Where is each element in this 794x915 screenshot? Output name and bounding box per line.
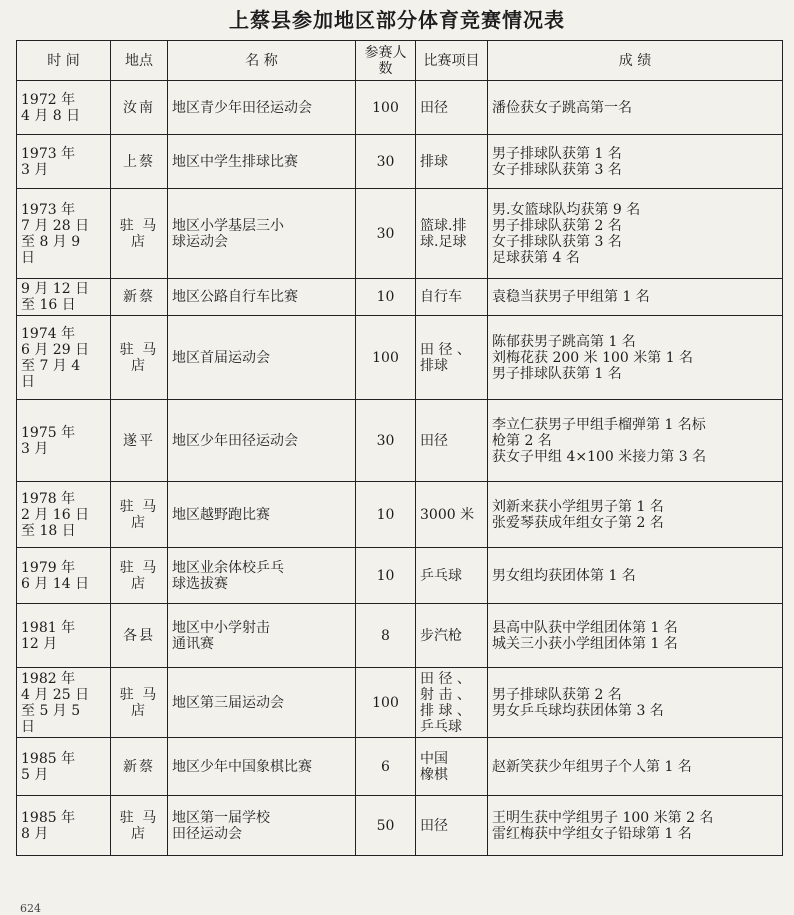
place-cell (111, 400, 168, 482)
header-time: 时 间 (17, 41, 111, 81)
place-cell (111, 482, 168, 548)
event-cell (416, 604, 488, 668)
event-cell-line: 射 击 、 (420, 686, 471, 703)
table-row (17, 796, 783, 856)
place-cell-line: 店 (131, 825, 147, 842)
date-cell-line: 1981 年 (21, 619, 76, 636)
name-cell (168, 548, 356, 604)
page-number: 624 (20, 902, 41, 915)
place-cell-line: 上蔡 (123, 153, 155, 170)
date-cell-line: 4 月 8 日 (21, 107, 81, 124)
result-cell-line: 王明生获中学组男子 100 米第 2 名 (492, 809, 714, 826)
date-cell-line: 3 月 (21, 440, 49, 457)
result-cell-line: 男女乒乓球均获团体第 3 名 (492, 702, 664, 719)
name-cell (168, 604, 356, 668)
event-cell (416, 135, 488, 189)
result-cell-line: 潘俭获女子跳高第一名 (492, 99, 632, 116)
table-row (17, 548, 783, 604)
result-cell (488, 548, 783, 604)
count-cell: 10 (356, 548, 416, 604)
name-cell (168, 189, 356, 279)
place-cell-line: 驻 马 (119, 217, 159, 234)
event-cell-line: 田径 (420, 817, 448, 834)
event-cell (416, 796, 488, 856)
name-cell-line: 地区业余体校乒乓 (172, 559, 284, 576)
place-cell (111, 81, 168, 135)
event-cell (416, 548, 488, 604)
table-body (17, 81, 783, 856)
date-cell (17, 668, 111, 738)
date-cell (17, 548, 111, 604)
name-cell-line: 球选拔赛 (172, 575, 228, 592)
date-cell-line: 1975 年 (21, 424, 76, 441)
date-cell-line: 日 (21, 249, 35, 266)
event-cell-line: 排球 (420, 153, 448, 170)
event-cell (416, 738, 488, 796)
event-cell-line: 排 球 、 (420, 702, 471, 719)
place-cell (111, 189, 168, 279)
event-cell (416, 316, 488, 400)
event-cell-line: 中国 (420, 750, 448, 767)
table-row (17, 738, 783, 796)
date-cell (17, 279, 111, 316)
name-cell-line: 地区小学基层三小 (172, 217, 284, 234)
table-row (17, 482, 783, 548)
place-cell-line: 新蔡 (123, 289, 155, 305)
result-cell (488, 604, 783, 668)
date-cell-line: 9 月 12 日 (21, 281, 90, 297)
place-cell-line: 驻 马 (119, 686, 159, 703)
date-cell (17, 400, 111, 482)
header-event: 比赛项目 (416, 41, 488, 81)
name-cell (168, 796, 356, 856)
date-cell (17, 316, 111, 400)
count-cell: 6 (356, 738, 416, 796)
result-cell-line: 赵新笑获少年组男子个人第 1 名 (492, 758, 692, 775)
result-cell-line: 陈郁获男子跳高第 1 名 (492, 333, 636, 350)
place-cell (111, 548, 168, 604)
name-cell (168, 316, 356, 400)
date-cell-line: 至 8 月 9 (21, 233, 81, 250)
count-cell: 100 (356, 81, 416, 135)
count-cell: 10 (356, 482, 416, 548)
date-cell (17, 135, 111, 189)
place-cell-line: 汝南 (123, 99, 155, 116)
date-cell-line: 至 18 日 (21, 522, 76, 539)
result-cell (488, 279, 783, 316)
date-cell-line: 4 月 25 日 (21, 686, 90, 703)
date-cell (17, 604, 111, 668)
header-result: 成 绩 (488, 41, 783, 81)
result-cell-line: 张爱琴获成年组女子第 2 名 (492, 514, 664, 531)
count-cell: 30 (356, 189, 416, 279)
count-cell: 8 (356, 604, 416, 668)
result-cell-line: 足球获第 4 名 (492, 249, 580, 266)
header-row (17, 41, 783, 81)
date-cell-line: 6 月 29 日 (21, 341, 90, 358)
event-cell-line: 步汽枪 (420, 627, 462, 644)
table-row (17, 189, 783, 279)
date-cell (17, 482, 111, 548)
name-cell-line: 球运动会 (172, 233, 228, 250)
date-cell-line: 至 5 月 5 (21, 702, 81, 719)
date-cell-line: 至 16 日 (21, 297, 76, 313)
name-cell (168, 482, 356, 548)
result-cell (488, 796, 783, 856)
event-cell-line: 田径 (420, 432, 448, 449)
event-cell-line: 田 径 、 (420, 670, 471, 687)
event-cell (416, 482, 488, 548)
count-cell: 100 (356, 668, 416, 738)
table-row (17, 604, 783, 668)
header-place: 地点 (111, 41, 168, 81)
event-cell-line: 球.足球 (420, 233, 467, 250)
place-cell-line: 遂平 (123, 432, 155, 449)
result-cell (488, 135, 783, 189)
date-cell-line: 1973 年 (21, 201, 76, 218)
event-cell-line: 橡棋 (420, 766, 448, 783)
result-cell-line: 男子排球队获第 1 名 (492, 145, 622, 162)
count-cell: 30 (356, 400, 416, 482)
date-cell-line: 1974 年 (21, 325, 76, 342)
name-cell (168, 135, 356, 189)
place-cell (111, 135, 168, 189)
table-row (17, 135, 783, 189)
place-cell-line: 店 (131, 514, 147, 531)
name-cell (168, 668, 356, 738)
name-cell (168, 738, 356, 796)
date-cell-line: 1978 年 (21, 490, 76, 507)
date-cell-line: 12 月 (21, 635, 58, 652)
name-cell-line: 地区中小学射击 (172, 619, 270, 636)
place-cell-line: 各县 (123, 627, 155, 644)
name-cell-line: 地区少年中国象棋比赛 (172, 758, 312, 775)
event-cell-line: 篮球.排 (420, 217, 467, 234)
table-row (17, 279, 783, 316)
date-cell-line: 6 月 14 日 (21, 575, 90, 592)
date-cell-line: 2 月 16 日 (21, 506, 90, 523)
date-cell-line: 1973 年 (21, 145, 76, 162)
result-cell (488, 316, 783, 400)
count-cell: 10 (356, 279, 416, 316)
date-cell (17, 796, 111, 856)
result-cell-line: 女子排球队获第 3 名 (492, 233, 622, 250)
name-cell (168, 81, 356, 135)
date-cell-line: 7 月 28 日 (21, 217, 90, 234)
event-cell-line: 乒乓球 (420, 567, 462, 584)
event-cell (416, 279, 488, 316)
date-cell-line: 1985 年 (21, 750, 76, 767)
count-cell: 50 (356, 796, 416, 856)
place-cell (111, 796, 168, 856)
date-cell-line: 1982 年 (21, 670, 76, 687)
name-cell-line: 地区越野跑比赛 (172, 506, 270, 523)
result-cell-line: 县高中队获中学组团体第 1 名 (492, 619, 678, 636)
date-cell-line: 3 月 (21, 161, 49, 178)
header-name: 名 称 (168, 41, 356, 81)
result-cell-line: 男子排球队获第 2 名 (492, 217, 622, 234)
result-cell-line: 男子排球队获第 2 名 (492, 686, 622, 703)
date-cell-line: 1972 年 (21, 91, 76, 108)
result-cell-line: 男.女篮球队均获第 9 名 (492, 201, 641, 218)
table-row (17, 81, 783, 135)
date-cell (17, 81, 111, 135)
date-cell (17, 189, 111, 279)
name-cell-line: 地区少年田径运动会 (172, 432, 298, 449)
place-cell-line: 新蔡 (123, 758, 155, 775)
date-cell-line: 8 月 (21, 825, 49, 842)
result-cell-line: 城关三小获小学组团体第 1 名 (492, 635, 678, 652)
table-row (17, 668, 783, 738)
result-cell (488, 668, 783, 738)
date-cell-line: 至 7 月 4 (21, 357, 81, 374)
count-cell: 100 (356, 316, 416, 400)
date-cell (17, 738, 111, 796)
place-cell-line: 驻 马 (119, 341, 159, 358)
result-cell-line: 枪第 2 名 (492, 432, 552, 449)
date-cell-line: 5 月 (21, 766, 49, 783)
place-cell-line: 驻 马 (119, 809, 159, 826)
place-cell (111, 316, 168, 400)
event-cell (416, 81, 488, 135)
result-cell-line: 刘梅花获 200 米 100 米第 1 名 (492, 349, 694, 366)
name-cell-line: 地区首届运动会 (172, 349, 270, 366)
result-cell (488, 81, 783, 135)
result-cell-line: 雷红梅获中学组女子铅球第 1 名 (492, 825, 692, 842)
date-cell-line: 日 (21, 718, 35, 735)
name-cell-line: 地区青少年田径运动会 (172, 99, 312, 116)
event-cell (416, 189, 488, 279)
table-row (17, 400, 783, 482)
name-cell-line: 地区第一届学校 (172, 809, 270, 826)
name-cell-line: 田径运动会 (172, 825, 242, 842)
date-cell-line: 日 (21, 373, 35, 390)
place-cell (111, 604, 168, 668)
result-cell-line: 李立仁获男子甲组手榴弹第 1 名标 (492, 416, 706, 433)
event-cell (416, 400, 488, 482)
place-cell (111, 668, 168, 738)
place-cell-line: 店 (131, 357, 147, 374)
page-title: 上蔡县参加地区部分体育竞赛情况表 (229, 8, 565, 32)
name-cell (168, 400, 356, 482)
event-cell-line: 乒乓球 (420, 718, 462, 735)
event-cell-line: 自行车 (420, 289, 462, 305)
result-cell-line: 刘新来获小学组男子第 1 名 (492, 498, 664, 515)
date-cell-line: 1979 年 (21, 559, 76, 576)
place-cell-line: 驻 马 (119, 498, 159, 515)
name-cell-line: 地区中学生排球比赛 (172, 153, 298, 170)
result-cell-line: 女子排球队获第 3 名 (492, 161, 622, 178)
competition-table (16, 40, 783, 856)
place-cell (111, 738, 168, 796)
place-cell-line: 店 (131, 702, 147, 719)
event-cell-line: 3000 米 (420, 506, 475, 523)
count-cell: 30 (356, 135, 416, 189)
place-cell-line: 驻 马 (119, 559, 159, 576)
header-count: 参赛人数 (356, 41, 416, 81)
date-cell-line: 1985 年 (21, 809, 76, 826)
place-cell-line: 店 (131, 233, 147, 250)
event-cell-line: 排球 (420, 357, 448, 374)
result-cell (488, 482, 783, 548)
result-cell-line: 获女子甲组 4×100 米接力第 3 名 (492, 448, 707, 465)
name-cell-line: 地区公路自行车比赛 (172, 289, 298, 305)
place-cell-line: 店 (131, 575, 147, 592)
result-cell-line: 袁稳当获男子甲组第 1 名 (492, 289, 650, 305)
result-cell-line: 男女组均获团体第 1 名 (492, 567, 636, 584)
place-cell (111, 279, 168, 316)
name-cell-line: 地区第三届运动会 (172, 694, 284, 711)
result-cell (488, 189, 783, 279)
event-cell (416, 668, 488, 738)
event-cell-line: 田 径 、 (420, 341, 471, 358)
name-cell (168, 279, 356, 316)
result-cell-line: 男子排球队获第 1 名 (492, 365, 622, 382)
name-cell-line: 通讯赛 (172, 635, 214, 652)
table-row (17, 316, 783, 400)
event-cell-line: 田径 (420, 99, 448, 116)
result-cell (488, 738, 783, 796)
result-cell (488, 400, 783, 482)
